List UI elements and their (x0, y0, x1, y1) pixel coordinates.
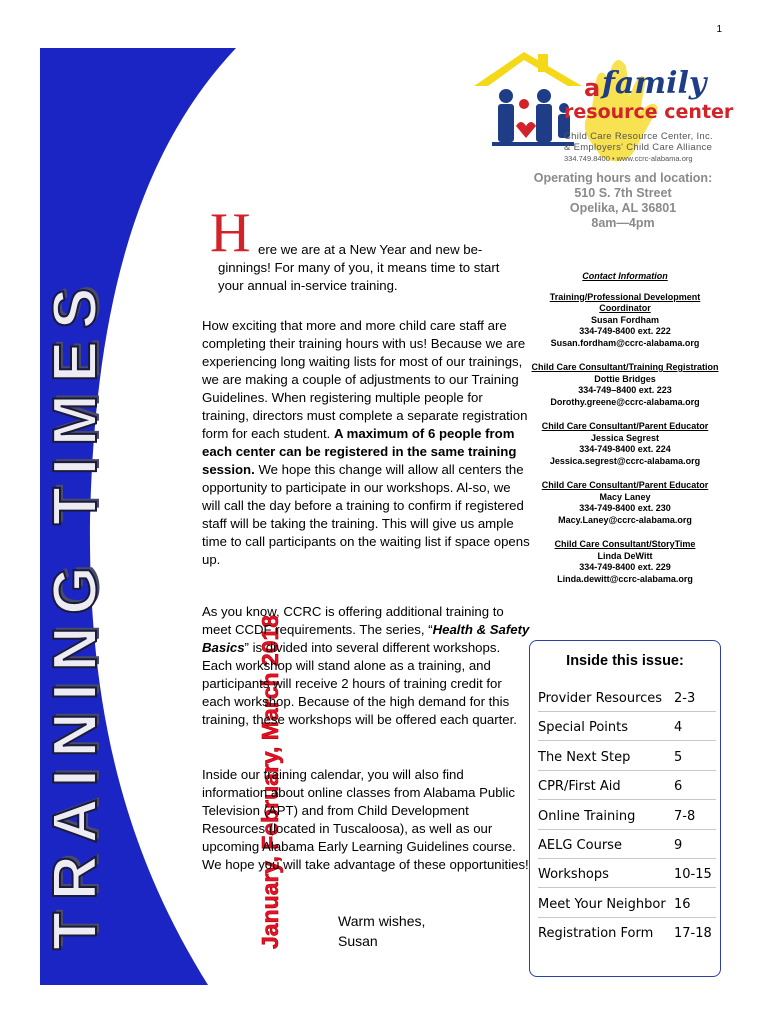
contact-entry (530, 539, 720, 585)
contact-name: Jessica Segrest (590, 432, 660, 443)
contact-email[interactable]: Dorothy.greene@ccrc-alabama.org (550, 396, 700, 407)
hours-street: 510 S. 7th Street (574, 186, 672, 200)
contact-name: Macy Laney (599, 491, 651, 502)
logo-org-line2: & Employers' Child Care Alliance (564, 142, 713, 153)
contact-entry (530, 421, 720, 467)
p1-bold: A maximum of 6 people from each center can be registered in the same training session. (202, 426, 517, 477)
closing-line: Warm wishes, (338, 913, 426, 929)
issue-item[interactable] (538, 863, 716, 888)
page-number: 1 (716, 24, 722, 35)
contact-information (530, 265, 720, 635)
issue-item-pages: 17-18 (674, 926, 712, 942)
contact-email[interactable]: Jessica.segrest@ccrc-alabama.org (549, 455, 701, 466)
contact-email[interactable]: Susan.fordham@ccrc-alabama.org (550, 337, 700, 348)
contact-email[interactable]: Linda.dewitt@ccrc-alabama.org (557, 573, 693, 584)
paragraph-registration (202, 317, 532, 569)
p2-text-b: ” is divided into several different workshops. Each workshop will stand alone as a training, and participants will receive 2 hours of training credit for each workshop. Because of the high demand for this training, these workshops will be offered each quarter. (202, 640, 517, 727)
issue-item-label: CPR/First Aid (538, 779, 621, 795)
contact-role: Child Care Consultant/Parent Educator (541, 480, 709, 490)
logo-org-name (564, 131, 713, 153)
contact-name: Dottie Bridges (594, 373, 656, 384)
paragraph-health-safety (202, 603, 532, 729)
inside-heading: Inside this issue: (566, 653, 684, 669)
issue-date: January, February, March 2018 (257, 614, 283, 949)
logo-resource-center: resource center (564, 101, 734, 123)
intro-rest: ginnings! For many of you, it means time to start your annual in-service training. (218, 260, 500, 293)
contact-entry (530, 362, 720, 408)
issue-item[interactable] (538, 834, 716, 859)
issue-item-pages: 5 (674, 749, 683, 765)
contact-phone: 334-749-8400 ext. 222 (579, 326, 671, 336)
contact-phone: 334-749-8400 ext. 224 (579, 444, 671, 454)
drop-cap: H (210, 202, 251, 264)
contact-name: Linda DeWitt (597, 550, 653, 561)
contact-role: Child Care Consultant/Training Registration (531, 362, 719, 372)
issue-item[interactable] (538, 687, 716, 712)
intro-paragraph (218, 241, 526, 295)
issue-item-label: AELG Course (538, 837, 622, 853)
issue-item[interactable] (538, 746, 716, 771)
issue-item-pages: 9 (674, 837, 683, 853)
closing (338, 911, 425, 951)
logo-word-family: family (602, 66, 707, 101)
issue-item[interactable] (538, 775, 716, 800)
issue-list (538, 687, 716, 951)
issue-item-label: Workshops (538, 867, 609, 883)
masthead-title (40, 276, 111, 950)
issue-item-pages: 7-8 (674, 808, 696, 824)
issue-item-label: Meet Your Neighbor (538, 896, 666, 912)
contact-heading: Contact Information (582, 271, 668, 281)
issue-item-label: Registration Form (538, 926, 654, 942)
contact-role: Child Care Consultant/Parent Educator (541, 421, 709, 431)
issue-item-label: Provider Resources (538, 691, 663, 706)
hours-time: 8am—4pm (591, 216, 655, 230)
issue-item-pages: 2-3 (674, 691, 696, 706)
operating-hours (531, 171, 715, 231)
contact-role: Training/Professional Development Coordinator (549, 291, 701, 313)
masthead-title-text: TRAINING TIMES (41, 275, 110, 950)
intro-first-line: ere we are at a New Year and new be- (258, 242, 483, 257)
hours-heading: Operating hours and location: (533, 171, 713, 185)
p1-text-b: We hope this change will allow all centers the opportunity to participate in our workshops. Al-so, we will call the day before a training to confirm if registered staff will be taking the training. This will give us ample time to call participants on the waiting list if space opens up. (202, 462, 530, 567)
issue-item-label: The Next Step (538, 749, 631, 765)
signature: Susan (338, 933, 378, 949)
logo-contact-line: 334.749.8400 • www.ccrc-alabama.org (564, 154, 693, 163)
contact-phone: 334-749-8400 ext. 229 (579, 562, 671, 572)
contact-role: Child Care Consultant/StoryTime (554, 539, 696, 549)
logo-word-a: a (584, 74, 601, 102)
issue-item-label: Online Training (538, 808, 636, 824)
issue-item[interactable] (538, 716, 716, 741)
issue-item-pages: 16 (674, 896, 691, 912)
issue-item[interactable] (538, 805, 716, 830)
inside-this-issue (529, 640, 721, 977)
paragraph-calendar: Inside our training calendar, you will also find information about online classes from Alabama Public Television (APT) and from Child Development Resources (located in Tuscaloosa), as well as our upcoming Alabama Early Learning Guidelines course. We hope you will take advantage of these opportunities! (202, 767, 529, 872)
contact-entry (530, 292, 720, 350)
p2-series-name: Health & Safety Basics (202, 622, 530, 655)
issue-item-label: Special Points (538, 720, 629, 736)
issue-item-pages: 6 (674, 779, 683, 795)
contact-email[interactable]: Macy.Laney@ccrc-alabama.org (558, 514, 692, 525)
contact-name: Susan Fordham (590, 314, 659, 325)
issue-item-pages: 10-15 (674, 867, 712, 883)
contact-phone: 334-749-8400 ext. 230 (579, 503, 671, 513)
issue-item-pages: 4 (674, 720, 683, 736)
issue-item[interactable] (538, 893, 716, 918)
issue-item[interactable] (538, 922, 716, 946)
contact-phone: 334-749–8400 ext. 223 (578, 385, 672, 395)
logo-org-line1: Child Care Resource Center, Inc. (564, 131, 713, 142)
p1-text-a: How exciting that more and more child care staff are completing their training hours with us! Because we are experiencing long waiting lists for most of our trainings, we are making a couple of adjustments to our Training Guidelines. When registering multiple people for training, directors must complete a separate registration form for each student. (202, 318, 528, 441)
p2-text-a: As you know, CCRC is offering additional training to meet CCDF requirements. The series, “ (202, 604, 504, 637)
hours-city: Opelika, AL 36801 (569, 201, 677, 215)
contact-entry (530, 480, 720, 526)
